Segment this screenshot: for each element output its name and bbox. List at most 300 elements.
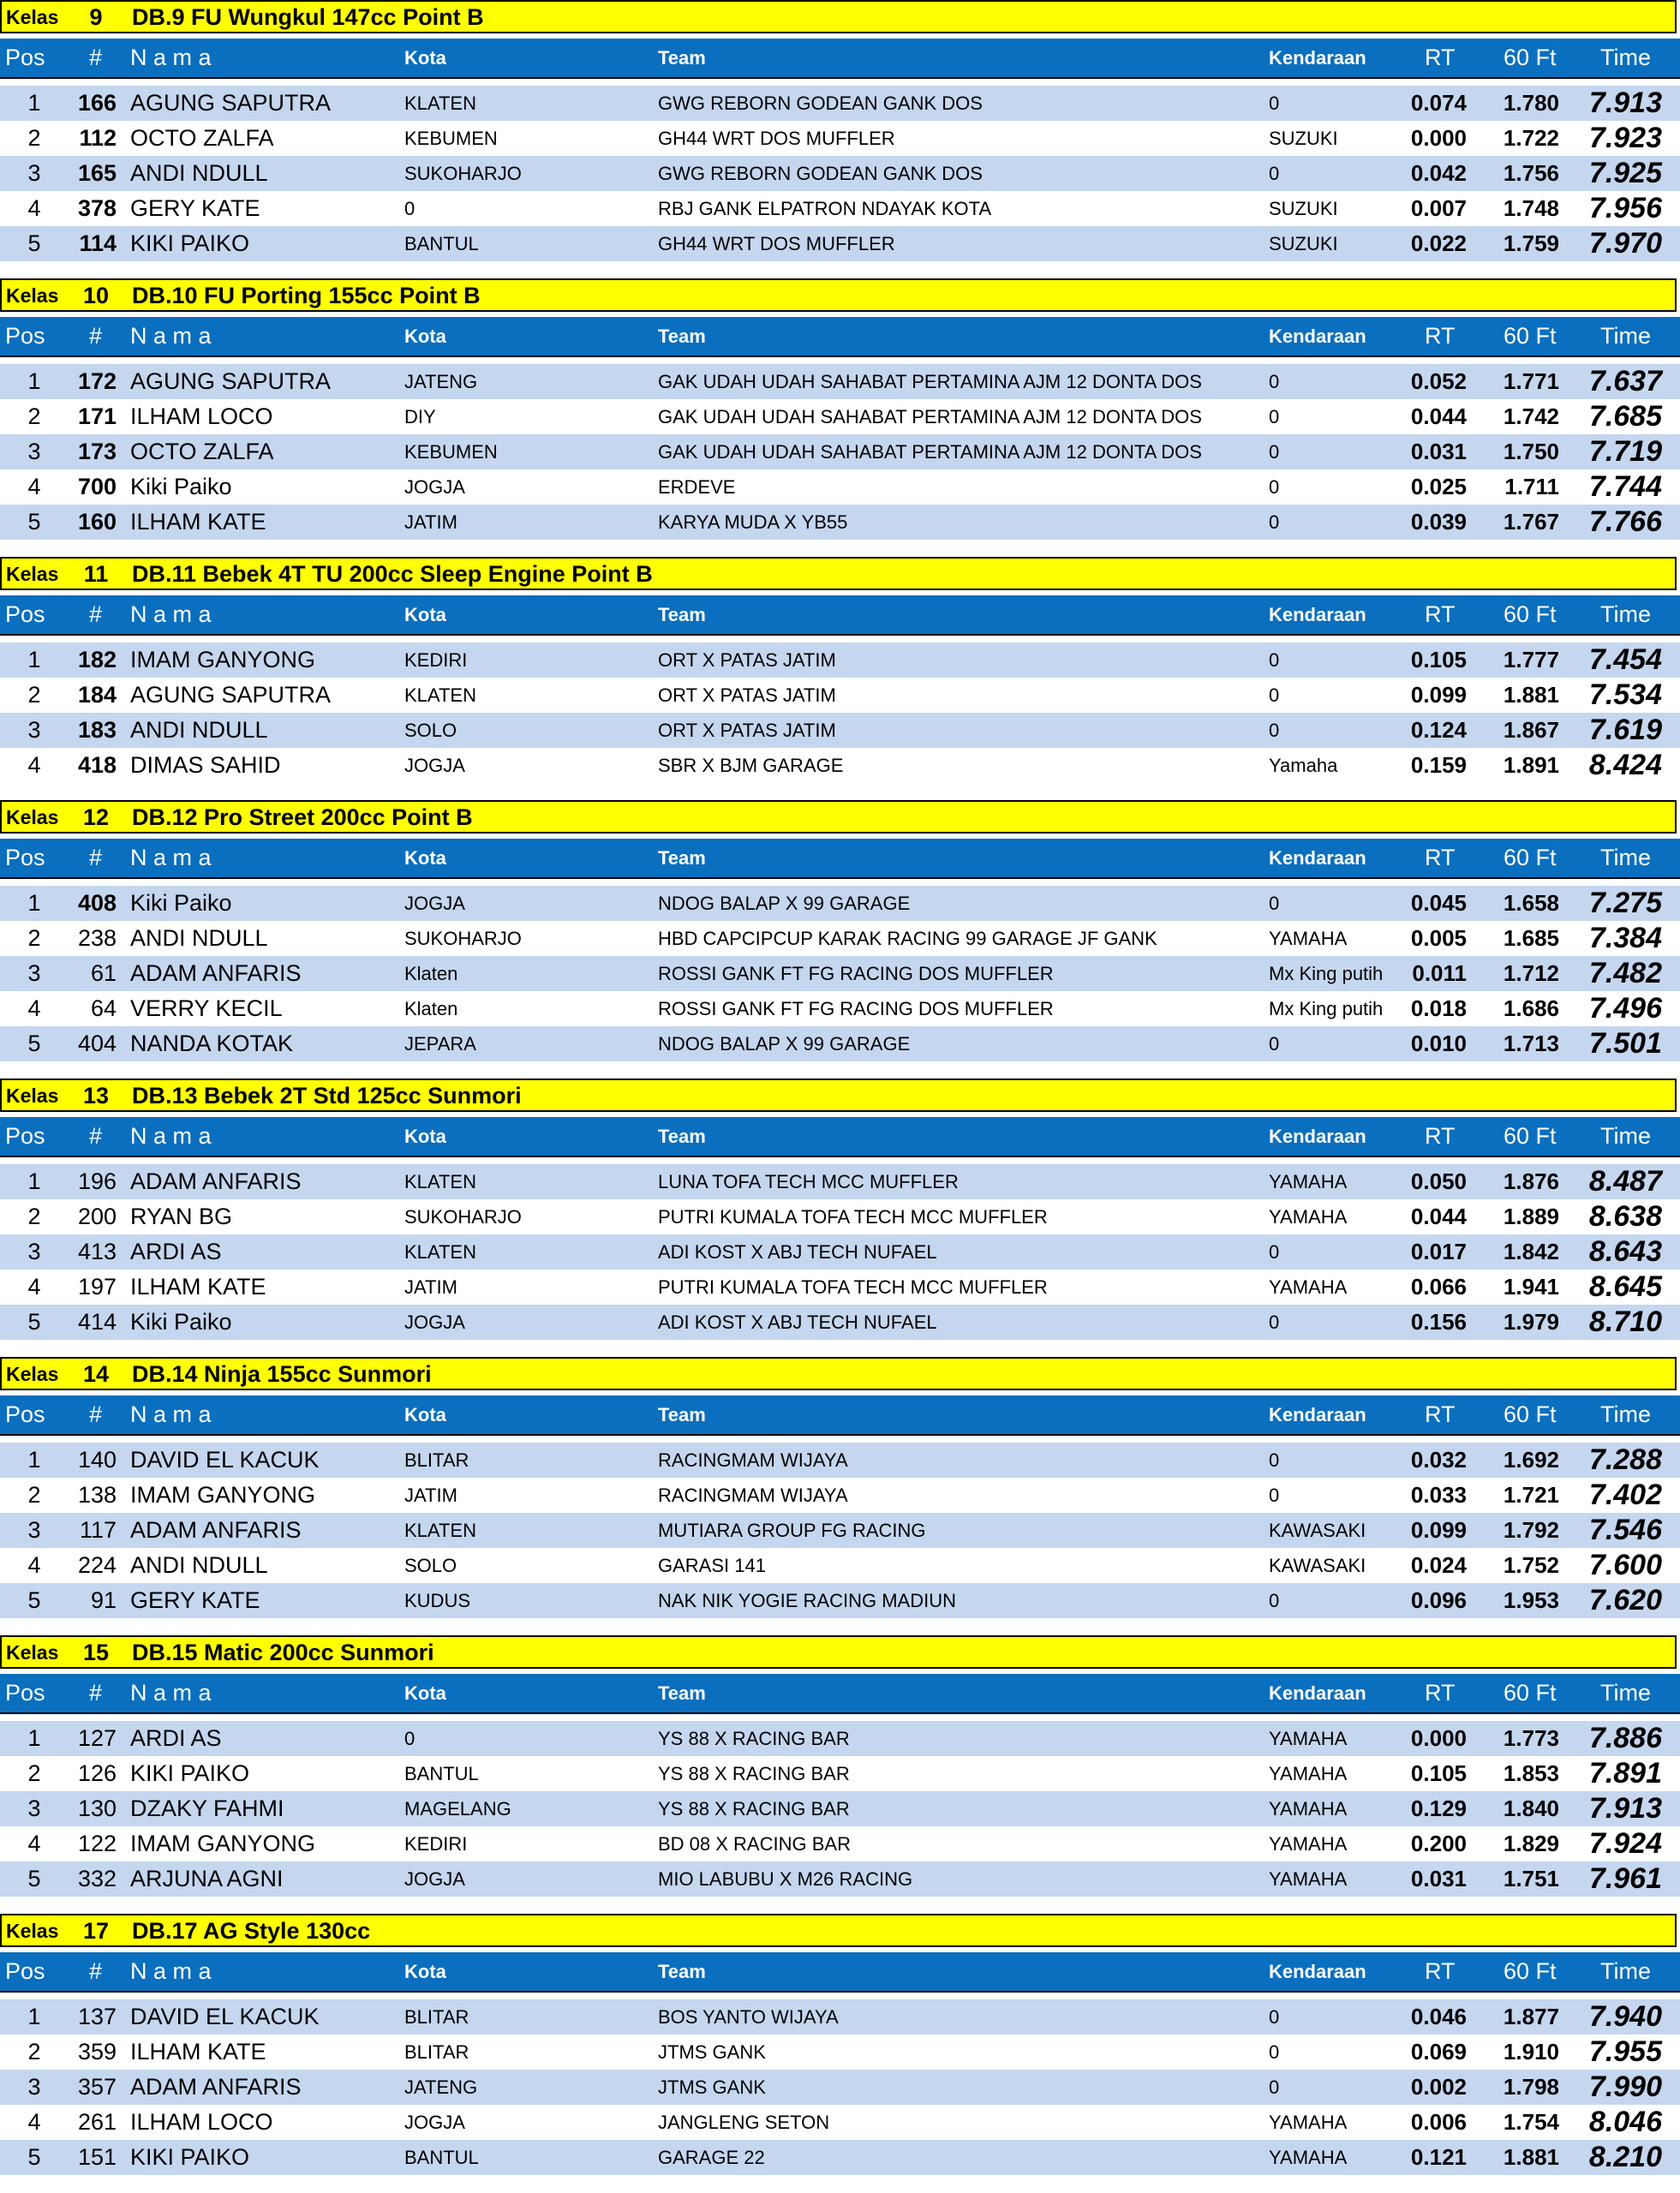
reaction-time-cell: 0.011 [1412, 960, 1467, 986]
rider-name-cell: KIKI PAIKO [130, 1760, 250, 1786]
sixty-ft-header: 60 Ft [1504, 1680, 1557, 1706]
table-row [0, 1826, 1680, 1861]
time-header: Time [1600, 845, 1651, 870]
sixty-ft-cell: 1.792 [1503, 1517, 1559, 1543]
vehicle-cell: 0 [1269, 163, 1280, 184]
rider-name-cell: IMAM GANYONG [130, 1482, 316, 1508]
team-header: Team [658, 604, 706, 625]
class-label: Kelas [6, 1641, 59, 1664]
class-number: 11 [83, 561, 109, 587]
city-cell: JOGJA [404, 476, 465, 498]
table-row [0, 678, 1680, 713]
final-time-cell: 7.496 [1588, 992, 1662, 1025]
team-header: Team [658, 1126, 706, 1147]
team-cell: BD 08 X RACING BAR [658, 1833, 851, 1855]
class-section [0, 0, 1680, 261]
position-cell: 3 [27, 1517, 41, 1543]
sixty-ft-cell: 1.876 [1503, 1168, 1559, 1194]
team-cell: NDOG BALAP X 99 GARAGE [658, 1033, 911, 1055]
class-number: 9 [89, 4, 103, 30]
table-row [0, 364, 1680, 399]
rider-name-cell: DZAKY FAHMI [130, 1796, 284, 1821]
final-time-cell: 7.454 [1588, 643, 1662, 676]
pos-header: Pos [5, 1680, 45, 1706]
sixty-ft-cell: 1.881 [1503, 2144, 1559, 2170]
final-time-cell: 7.402 [1588, 1479, 1662, 1511]
team-cell: GH44 WRT DOS MUFFLER [658, 128, 895, 149]
sixty-ft-cell: 1.742 [1503, 403, 1559, 429]
sixty-ft-cell: 1.777 [1503, 647, 1559, 672]
reaction-time-cell: 0.018 [1410, 995, 1467, 1021]
reaction-time-cell: 0.099 [1410, 1517, 1467, 1543]
city-cell: Klaten [404, 963, 458, 984]
class-number: 14 [82, 1361, 110, 1387]
vehicle-cell: YAMAHA [1269, 1868, 1348, 1890]
table-row [0, 1791, 1680, 1826]
rider-name-cell: AGUNG SAPUTRA [130, 90, 332, 116]
final-time-cell: 8.487 [1588, 1165, 1662, 1198]
vehicle-cell: 0 [1269, 441, 1280, 463]
rider-name-cell: GERY KATE [130, 1587, 260, 1613]
vehicle-cell: 0 [1269, 1590, 1280, 1611]
city-cell: KEBUMEN [404, 441, 498, 463]
name-header: N a m a [130, 845, 212, 870]
position-cell: 2 [27, 1760, 41, 1786]
start-number-cell: 172 [77, 368, 117, 394]
class-name: DB.12 Pro Street 200cc Point B [132, 804, 473, 830]
column-header-bar [0, 1117, 1680, 1157]
vehicle-cell: 0 [1269, 476, 1280, 498]
final-time-cell: 7.719 [1588, 435, 1662, 468]
table-row [0, 505, 1680, 540]
time-header: Time [1600, 1680, 1651, 1706]
city-cell: KEDIRI [404, 1833, 468, 1855]
pos-header: Pos [5, 1401, 45, 1427]
rider-name-cell: AGUNG SAPUTRA [130, 368, 332, 394]
class-title-bar [0, 557, 1677, 590]
rider-name-cell: Kiki Paiko [130, 1309, 232, 1335]
rider-name-cell: Kiki Paiko [130, 474, 232, 499]
final-time-cell: 7.637 [1588, 365, 1662, 397]
column-header-bar [0, 1952, 1680, 1993]
reaction-time-cell: 0.066 [1410, 1274, 1467, 1300]
reaction-time-cell: 0.124 [1410, 717, 1467, 743]
pos-header: Pos [5, 845, 45, 870]
table-row [0, 86, 1680, 121]
position-cell: 3 [27, 439, 41, 464]
table-row [0, 1305, 1680, 1340]
final-time-cell: 7.384 [1588, 922, 1662, 954]
vehicle-cell: YAMAHA [1269, 1728, 1348, 1749]
team-cell: GAK UDAH UDAH SAHABAT PERTAMINA AJM 12 DONTA DOS [658, 441, 1202, 463]
team-cell: LUNA TOFA TECH MCC MUFFLER [658, 1171, 959, 1192]
time-header: Time [1600, 601, 1651, 627]
team-cell: ROSSI GANK FT FG RACING DOS MUFFLER [658, 998, 1054, 1019]
name-header: N a m a [130, 1680, 212, 1706]
class-title-bar [0, 278, 1677, 312]
start-number-cell: 200 [77, 1204, 117, 1229]
final-time-cell: 7.744 [1588, 470, 1662, 503]
vehicle-cell: 0 [1269, 2076, 1280, 2098]
sixty-ft-cell: 1.891 [1503, 752, 1559, 778]
vehicle-cell: Mx King putih [1269, 963, 1384, 984]
start-number-cell: 182 [77, 647, 117, 672]
city-header: Kota [404, 47, 446, 69]
vehicle-cell: YAMAHA [1269, 1833, 1348, 1855]
city-cell: JEPARA [404, 1033, 476, 1055]
position-cell: 2 [27, 403, 41, 429]
class-label: Kelas [6, 6, 59, 28]
vehicle-header: Kendaraan [1269, 1404, 1366, 1425]
rider-name-cell: ILHAM LOCO [130, 403, 273, 429]
position-cell: 5 [27, 1031, 41, 1056]
class-section [0, 1079, 1680, 1340]
city-cell: KLATEN [404, 684, 476, 706]
rider-name-cell: ANDI NDULL [130, 160, 268, 186]
pos-header: Pos [5, 1123, 45, 1149]
rider-name-cell: NANDA KOTAK [130, 1031, 294, 1056]
table-row [0, 226, 1680, 261]
start-number-cell: 127 [77, 1725, 117, 1751]
table-row [0, 469, 1680, 505]
reaction-time-cell: 0.039 [1410, 509, 1467, 535]
table-row [0, 1721, 1680, 1756]
city-cell: KLATEN [404, 93, 476, 114]
city-cell: JOGJA [404, 1868, 465, 1890]
city-cell: BLITAR [404, 2041, 469, 2063]
sixty-ft-cell: 1.767 [1503, 509, 1559, 535]
vehicle-cell: 0 [1269, 1485, 1280, 1506]
table-row [0, 399, 1680, 434]
city-cell: JOGJA [404, 2112, 465, 2133]
rider-name-cell: DAVID EL KACUK [130, 1447, 320, 1473]
table-row [0, 1756, 1680, 1791]
start-number-cell: 91 [90, 1587, 117, 1613]
start-number-cell: 126 [77, 1760, 117, 1786]
final-time-cell: 7.546 [1588, 1514, 1662, 1546]
reaction-time-cell: 0.105 [1410, 1760, 1467, 1786]
number-header: # [89, 45, 103, 70]
city-cell: SUKOHARJO [404, 1206, 522, 1228]
team-cell: RACINGMAM WIJAYA [658, 1485, 848, 1506]
name-header: N a m a [130, 601, 212, 627]
sixty-ft-cell: 1.713 [1503, 1031, 1559, 1056]
final-time-cell: 8.424 [1588, 749, 1662, 781]
position-cell: 1 [27, 90, 41, 116]
final-time-cell: 7.600 [1588, 1549, 1662, 1581]
start-number-cell: 700 [77, 474, 117, 499]
team-cell: JTMS GANK [658, 2041, 766, 2063]
sixty-ft-header: 60 Ft [1504, 45, 1557, 70]
table-row [0, 2035, 1680, 2070]
start-number-cell: 332 [77, 1866, 117, 1891]
rider-name-cell: KIKI PAIKO [130, 230, 250, 256]
rider-name-cell: ADAM ANFARIS [130, 960, 302, 986]
position-cell: 1 [27, 1168, 41, 1194]
reaction-time-cell: 0.000 [1410, 125, 1467, 151]
final-time-cell: 7.501 [1588, 1027, 1662, 1060]
table-row [0, 1164, 1680, 1199]
table-row [0, 434, 1680, 469]
start-number-cell: 138 [77, 1482, 117, 1508]
table-row [0, 121, 1680, 156]
start-number-cell: 61 [90, 960, 117, 986]
vehicle-cell: SUZUKI [1269, 198, 1338, 219]
city-cell: BLITAR [404, 1449, 469, 1471]
table-row [0, 1443, 1680, 1478]
table-row [0, 991, 1680, 1026]
vehicle-header: Kendaraan [1269, 1682, 1366, 1704]
start-number-cell: 413 [77, 1239, 117, 1264]
start-number-cell: 130 [77, 1796, 117, 1821]
position-cell: 2 [27, 1482, 41, 1508]
team-cell: JANGLENG SETON [658, 2112, 830, 2133]
rider-name-cell: OCTO ZALFA [130, 125, 274, 151]
sixty-ft-cell: 1.889 [1503, 1204, 1559, 1229]
position-cell: 4 [27, 2109, 41, 2135]
team-cell: ERDEVE [658, 476, 736, 498]
table-row [0, 1548, 1680, 1583]
final-time-cell: 7.766 [1588, 505, 1662, 538]
final-time-cell: 7.923 [1588, 122, 1662, 154]
sixty-ft-cell: 1.754 [1503, 2109, 1559, 2135]
sixty-ft-cell: 1.798 [1503, 2074, 1559, 2100]
position-cell: 4 [27, 1831, 41, 1856]
final-time-cell: 8.046 [1588, 2106, 1662, 2138]
position-cell: 1 [27, 1725, 41, 1751]
final-time-cell: 7.685 [1588, 400, 1662, 433]
rider-name-cell: IMAM GANYONG [130, 647, 316, 672]
rt-header: RT [1425, 1680, 1456, 1706]
column-header-bar [0, 595, 1680, 636]
team-cell: ORT X PATAS JATIM [658, 684, 836, 706]
column-header-bar [0, 39, 1680, 79]
table-row [0, 1861, 1680, 1897]
reaction-time-cell: 0.024 [1410, 1552, 1467, 1578]
rt-header: RT [1425, 45, 1456, 70]
final-time-cell: 7.619 [1588, 714, 1662, 746]
reaction-time-cell: 0.002 [1410, 2074, 1467, 2100]
pos-header: Pos [5, 45, 45, 70]
rt-header: RT [1425, 1401, 1456, 1427]
city-cell: BLITAR [404, 2006, 469, 2028]
reaction-time-cell: 0.129 [1410, 1796, 1467, 1821]
rider-name-cell: VERRY KECIL [130, 995, 283, 1021]
reaction-time-cell: 0.096 [1410, 1587, 1467, 1613]
team-cell: NDOG BALAP X 99 GARAGE [658, 893, 911, 914]
position-cell: 2 [27, 1204, 41, 1229]
class-name: DB.14 Ninja 155cc Sunmori [132, 1361, 432, 1387]
class-title-bar [0, 1357, 1677, 1390]
final-time-cell: 7.275 [1588, 887, 1662, 919]
final-time-cell: 8.638 [1588, 1200, 1662, 1233]
vehicle-cell: YAMAHA [1269, 1171, 1348, 1192]
city-cell: KLATEN [404, 1241, 476, 1263]
position-cell: 1 [27, 890, 41, 916]
rider-name-cell: ADAM ANFARIS [130, 1517, 302, 1543]
vehicle-cell: 0 [1269, 1449, 1280, 1471]
position-cell: 5 [27, 509, 41, 535]
start-number-cell: 166 [77, 90, 117, 116]
name-header: N a m a [130, 45, 212, 70]
vehicle-cell: 0 [1269, 406, 1280, 427]
reaction-time-cell: 0.025 [1410, 474, 1467, 499]
start-number-cell: 160 [77, 509, 117, 535]
rider-name-cell: ARDI AS [130, 1239, 222, 1264]
final-time-cell: 7.940 [1588, 2000, 1662, 2033]
class-name: DB.17 AG Style 130cc [132, 1918, 371, 1944]
rider-name-cell: ILHAM LOCO [130, 2109, 273, 2135]
team-cell: ROSSI GANK FT FG RACING DOS MUFFLER [658, 963, 1054, 984]
reaction-time-cell: 0.007 [1410, 195, 1467, 221]
sixty-ft-cell: 1.842 [1503, 1239, 1559, 1264]
vehicle-cell: 0 [1269, 511, 1280, 533]
city-header: Kota [404, 326, 446, 347]
reaction-time-cell: 0.159 [1410, 752, 1467, 778]
city-cell: MAGELANG [404, 1798, 511, 1820]
class-title-bar [0, 800, 1677, 834]
start-number-cell: 378 [77, 195, 117, 221]
team-cell: RBJ GANK ELPATRON NDAYAK KOTA [658, 198, 992, 219]
time-header: Time [1600, 1401, 1651, 1427]
city-cell: JATIM [404, 1276, 457, 1298]
class-name: DB.11 Bebek 4T TU 200cc Sleep Engine Point B [132, 561, 653, 587]
column-header-bar [0, 1395, 1680, 1436]
table-row [0, 713, 1680, 748]
sixty-ft-cell: 1.877 [1503, 2004, 1559, 2029]
city-header: Kota [404, 847, 446, 869]
reaction-time-cell: 0.033 [1410, 1482, 1467, 1508]
reaction-time-cell: 0.042 [1410, 160, 1467, 186]
city-header: Kota [404, 1404, 446, 1425]
reaction-time-cell: 0.050 [1410, 1168, 1467, 1194]
sixty-ft-cell: 1.658 [1503, 890, 1559, 916]
final-time-cell: 8.710 [1588, 1306, 1662, 1338]
class-label: Kelas [6, 1363, 59, 1385]
rider-name-cell: ILHAM KATE [130, 2039, 266, 2065]
class-section [0, 278, 1680, 540]
city-cell: SUKOHARJO [404, 163, 522, 184]
vehicle-header: Kendaraan [1269, 1961, 1366, 1982]
final-time-cell: 7.886 [1588, 1722, 1662, 1754]
team-cell: ORT X PATAS JATIM [658, 649, 836, 671]
vehicle-cell: 0 [1269, 684, 1280, 706]
position-cell: 1 [27, 1447, 41, 1473]
city-cell: KLATEN [404, 1520, 476, 1541]
position-cell: 2 [27, 925, 41, 951]
final-time-cell: 7.534 [1588, 678, 1662, 711]
final-time-cell: 7.925 [1588, 157, 1662, 189]
team-header: Team [658, 1682, 706, 1704]
city-cell: SOLO [404, 720, 457, 741]
final-time-cell: 8.645 [1588, 1270, 1662, 1303]
reaction-time-cell: 0.010 [1410, 1031, 1467, 1056]
start-number-cell: 184 [77, 682, 117, 708]
team-cell: GAK UDAH UDAH SAHABAT PERTAMINA AJM 12 DONTA DOS [658, 406, 1202, 427]
reaction-time-cell: 0.105 [1410, 647, 1467, 672]
reaction-time-cell: 0.045 [1410, 890, 1467, 916]
sixty-ft-cell: 1.752 [1503, 1552, 1559, 1578]
sixty-ft-cell: 1.750 [1503, 439, 1559, 464]
class-label: Kelas [6, 1920, 59, 1942]
sixty-ft-cell: 1.881 [1503, 682, 1559, 708]
rider-name-cell: ADAM ANFARIS [130, 2074, 302, 2100]
position-cell: 3 [27, 160, 41, 186]
sixty-ft-header: 60 Ft [1504, 1958, 1557, 1984]
position-cell: 4 [27, 474, 41, 499]
number-header: # [89, 1123, 103, 1149]
sixty-ft-cell: 1.867 [1503, 717, 1559, 743]
table-row [0, 2070, 1680, 2105]
team-cell: GARASI 141 [658, 1555, 766, 1576]
table-row [0, 1999, 1680, 2035]
rider-name-cell: ANDI NDULL [130, 1552, 268, 1578]
rider-name-cell: ILHAM KATE [130, 1274, 266, 1300]
class-number: 10 [82, 283, 110, 308]
position-cell: 1 [27, 2004, 41, 2029]
rt-header: RT [1425, 323, 1456, 349]
team-header: Team [658, 1404, 706, 1425]
vehicle-header: Kendaraan [1269, 47, 1366, 69]
table-row [0, 191, 1680, 226]
table-row [0, 1199, 1680, 1234]
vehicle-header: Kendaraan [1269, 604, 1366, 625]
class-title-bar [0, 1914, 1677, 1947]
city-cell: JATENG [404, 371, 478, 392]
class-number: 13 [82, 1083, 110, 1108]
position-cell: 1 [27, 647, 41, 672]
city-header: Kota [404, 1961, 446, 1982]
sixty-ft-header: 60 Ft [1504, 845, 1557, 870]
name-header: N a m a [130, 1401, 212, 1427]
name-header: N a m a [130, 1123, 212, 1149]
table-row [0, 956, 1680, 991]
team-cell: YS 88 X RACING BAR [658, 1763, 850, 1784]
city-cell: SUKOHARJO [404, 928, 522, 949]
class-title-bar [0, 1635, 1677, 1669]
rider-name-cell: ARJUNA AGNI [130, 1866, 284, 1891]
vehicle-cell: YAMAHA [1269, 2147, 1348, 2168]
rider-name-cell: ANDI NDULL [130, 925, 268, 951]
number-header: # [89, 323, 103, 349]
start-number-cell: 197 [77, 1274, 117, 1300]
team-cell: GARAGE 22 [658, 2147, 765, 2168]
vehicle-cell: YAMAHA [1269, 1763, 1348, 1784]
position-cell: 3 [27, 2074, 41, 2100]
reaction-time-cell: 0.006 [1410, 2109, 1467, 2135]
table-row [0, 1234, 1680, 1270]
sixty-ft-cell: 1.756 [1503, 160, 1559, 186]
reaction-time-cell: 0.069 [1410, 2039, 1467, 2065]
reaction-time-cell: 0.044 [1410, 1204, 1467, 1229]
sixty-ft-cell: 1.748 [1503, 195, 1559, 221]
start-number-cell: 117 [79, 1517, 117, 1543]
rider-name-cell: KIKI PAIKO [130, 2144, 250, 2170]
vehicle-header: Kendaraan [1269, 326, 1366, 347]
rider-name-cell: DIMAS SAHID [130, 752, 281, 778]
city-cell: JOGJA [404, 893, 465, 914]
city-cell: BANTUL [404, 1763, 479, 1784]
sixty-ft-cell: 1.686 [1503, 995, 1559, 1021]
team-cell: NAK NIK YOGIE RACING MADIUN [658, 1590, 956, 1611]
final-time-cell: 7.924 [1588, 1827, 1662, 1860]
team-cell: PUTRI KUMALA TOFA TECH MCC MUFFLER [658, 1206, 1048, 1228]
column-header-bar [0, 1674, 1680, 1714]
vehicle-cell: 0 [1269, 893, 1280, 914]
vehicle-cell: SUZUKI [1269, 233, 1338, 254]
start-number-cell: 414 [77, 1309, 117, 1335]
start-number-cell: 261 [77, 2109, 117, 2135]
